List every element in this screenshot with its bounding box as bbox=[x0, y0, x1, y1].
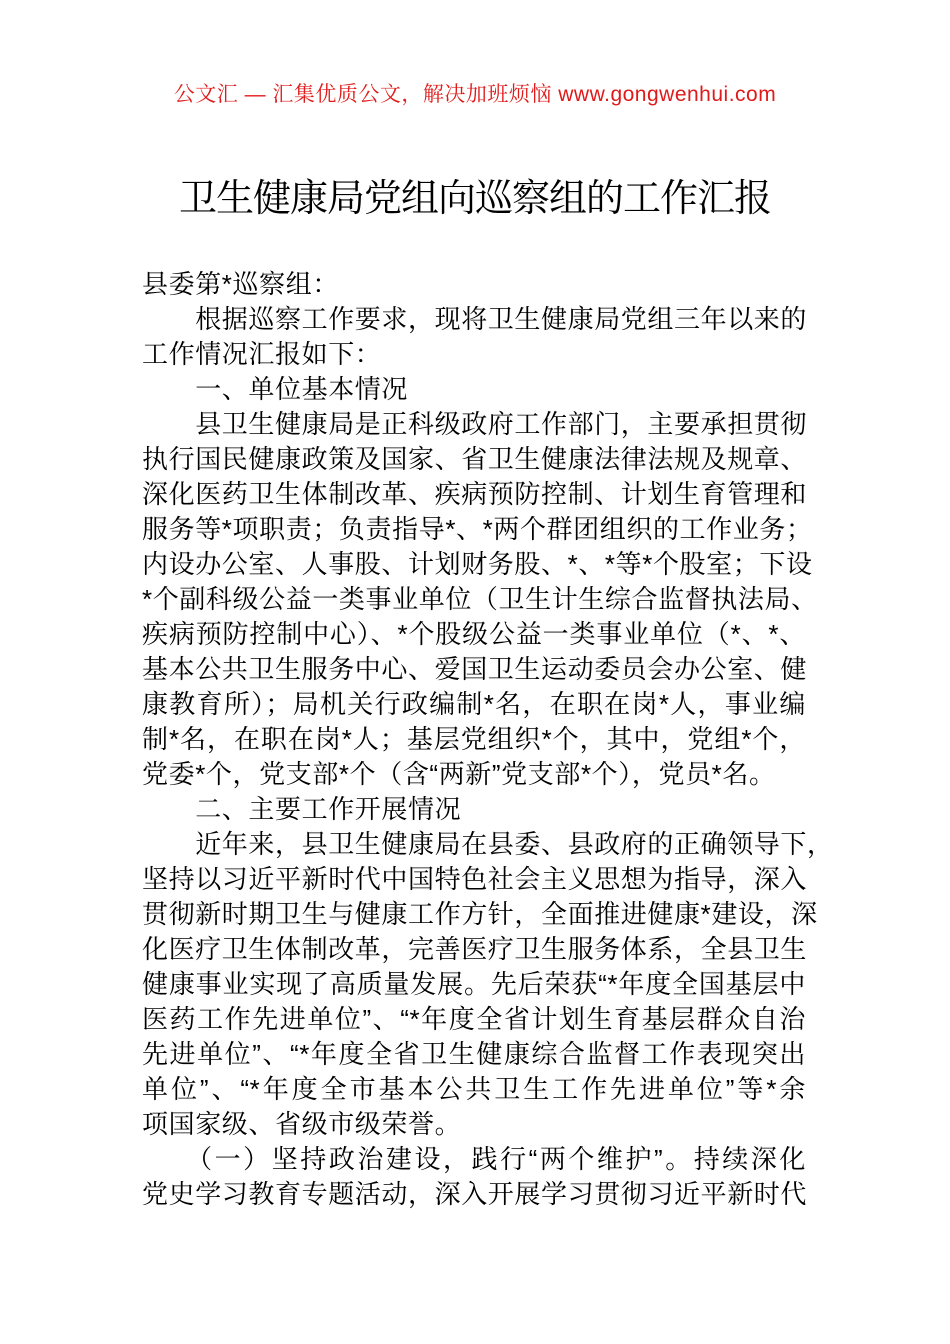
body-line: 根据巡察工作要求，现将卫生健康局党组三年以来的 bbox=[142, 304, 808, 334]
site-watermark: 公文汇 — 汇集优质公文，解决加班烦恼 www.gongwenhui.com bbox=[173, 83, 777, 106]
document-title: 卫生健康局党组向巡察组的工作汇报 bbox=[178, 178, 771, 220]
body-line: 化医疗卫生体制改革，完善医疗卫生服务体系，全县卫生 bbox=[142, 934, 808, 964]
body-line: 基本公共卫生服务中心、爱国卫生运动委员会办公室、健 bbox=[142, 654, 808, 684]
body-line: 二、主要工作开展情况 bbox=[142, 794, 462, 824]
body-line: （一）坚持政治建设，践行“两个维护”。持续深化 bbox=[142, 1144, 806, 1174]
body-line: 项国家级、省级市级荣誉。 bbox=[142, 1109, 462, 1139]
body-line: 党委*个，党支部*个（含“两新”党支部*个），党员*名。 bbox=[142, 759, 776, 789]
body-line: 医药工作先进单位”、“*年度全省计划生育基层群众自治 bbox=[142, 1004, 806, 1034]
document-body bbox=[142, 267, 834, 1212]
body-line: *个副科级公益一类事业单位（卫生计生综合监督执法局、 bbox=[142, 584, 818, 614]
body-line: 康教育所）；局机关行政编制*名，在职在岗*人，事业编 bbox=[142, 689, 806, 719]
body-line: 深化医药卫生体制改革、疾病预防控制、计划生育管理和 bbox=[142, 479, 808, 509]
body-line: 执行国民健康政策及国家、省卫生健康法律法规及规章、 bbox=[142, 444, 808, 474]
body-line: 疾病预防控制中心）、*个股级公益一类事业单位（*、*、 bbox=[142, 619, 806, 649]
body-line: 县委第*巡察组： bbox=[142, 269, 339, 299]
body-line: 一、单位基本情况 bbox=[142, 374, 409, 404]
body-line: 内设办公室、人事股、计划财务股、*、*等*个股室；下设 bbox=[142, 549, 813, 579]
body-line: 工作情况汇报如下： bbox=[142, 339, 382, 369]
body-line: 单位”、“*年度全市基本公共卫生工作先进单位”等*余 bbox=[142, 1074, 806, 1104]
body-line: 服务等*项职责；负责指导*、*两个群团组织的工作业务； bbox=[142, 514, 813, 544]
body-line: 坚持以习近平新时代中国特色社会主义思想为指导，深入 bbox=[142, 864, 808, 894]
body-line: 制*名，在职在岗*人；基层党组织*个，其中，党组*个， bbox=[142, 724, 806, 754]
body-line: 县卫生健康局是正科级政府工作部门，主要承担贯彻 bbox=[142, 409, 808, 439]
body-line: 健康事业实现了高质量发展。先后荣获“*年度全国基层中 bbox=[142, 969, 806, 999]
body-line: 贯彻新时期卫生与健康工作方针，全面推进健康*建设，深 bbox=[142, 899, 818, 929]
body-line: 先进单位”、“*年度全省卫生健康综合监督工作表现突出 bbox=[142, 1039, 806, 1069]
body-line: 党史学习教育专题活动，深入开展学习贯彻习近平新时代 bbox=[142, 1179, 808, 1209]
body-line: 近年来，县卫生健康局在县委、县政府的正确领导下， bbox=[142, 829, 834, 859]
